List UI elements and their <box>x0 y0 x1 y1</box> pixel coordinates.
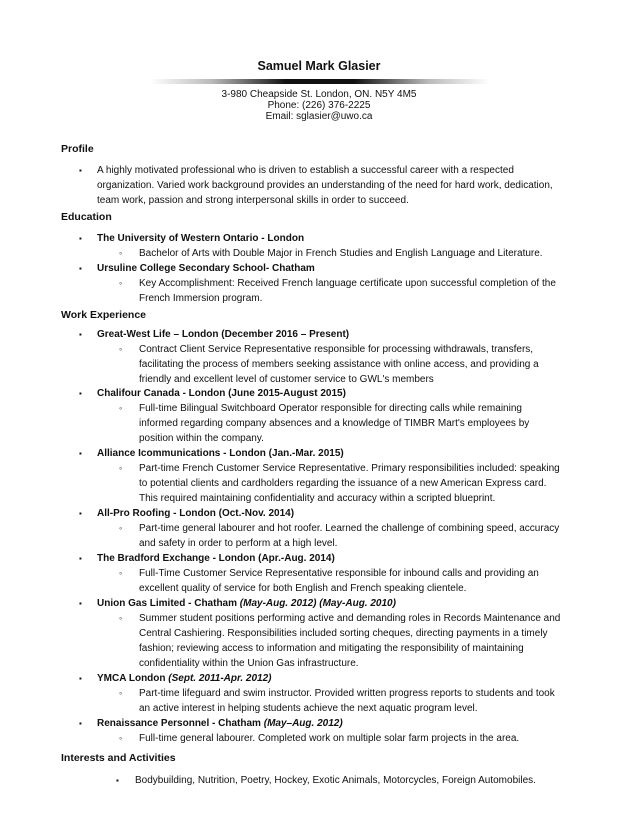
interests-heading: Interests and Activities <box>61 752 176 764</box>
bullet-square: ▪ <box>79 449 82 458</box>
job-title <box>97 716 343 731</box>
profile-line: team work, passion and strong interpersonal skills in order to succeed. <box>97 195 409 206</box>
job-line: and safety in order to perform at a high level. <box>139 538 338 549</box>
education-title: The University of Western Ontario - London <box>97 233 305 244</box>
education-line: French Immersion program. <box>139 293 263 304</box>
bullet-square: ▪ <box>79 330 82 339</box>
bullet-square: ▪ <box>79 674 82 683</box>
job-title: Chalifour Canada - London (June 2015-August 2015) <box>97 388 346 399</box>
bullet-square: ▪ <box>79 554 82 563</box>
header-rule <box>150 79 490 84</box>
job-line: Summer student positions performing active and demanding roles in Records Maintenance and <box>139 613 561 624</box>
address-line: 3-980 Cheapside St. London, ON. N5Y 4M5 <box>221 89 417 100</box>
job-line: This required maintaining confidentiality and accuracy within a scripted blueprint. <box>139 493 496 504</box>
job-title: The Bradford Exchange - London (Apr.-Aug. 2014) <box>97 553 335 564</box>
bullet-circle: ◦ <box>119 688 123 698</box>
job-title: Alliance Icommunications - London (Jan.-Mar. 2015) <box>97 448 344 459</box>
phone-line: Phone: (226) 376-2225 <box>267 100 371 111</box>
job-line: informed regarding company absences and a knowledge of TIMBR Mart's employees by <box>139 418 530 429</box>
job-line: Full-Time Customer Service Representative responsible for inbound calls and providing an <box>139 568 539 579</box>
profile-heading: Profile <box>61 143 94 155</box>
education-line: Key Accomplishment: Received French language certificate upon successful completion of the <box>139 278 556 289</box>
job-employer: Renaissance Personnel - Chatham <box>97 718 264 729</box>
work-heading: Work Experience <box>61 309 147 321</box>
bullet-square: ▪ <box>79 234 82 243</box>
job-line: facilitating the process of members seeking assistance with online access, and providing a <box>139 359 539 370</box>
job-dates: (May-Aug. 2012) (May-Aug. 2010) <box>239 598 396 609</box>
bullet-square: ▪ <box>79 599 82 608</box>
education-title: Ursuline College Secondary School- Chatham <box>97 263 315 274</box>
bullet-circle: ◦ <box>119 613 123 623</box>
job-employer: Union Gas Limited - Chatham <box>97 598 240 609</box>
bullet-circle: ◦ <box>119 523 123 533</box>
profile-line: A highly motivated professional who is driven to establish a successful career with a respected <box>97 165 514 176</box>
job-dates: (May–Aug. 2012) <box>263 718 343 729</box>
bullet-square: ▪ <box>79 389 82 398</box>
bullet-circle: ◦ <box>119 463 123 473</box>
bullet-circle: ◦ <box>119 733 123 743</box>
job-dates: (Sept. 2011-Apr. 2012) <box>168 673 272 684</box>
job-line: friendly and excellent level of customer service to GWL's members <box>139 374 434 385</box>
job-employer: YMCA London <box>97 673 169 684</box>
interests-line: Bodybuilding, Nutrition, Poetry, Hockey, Exotic Animals, Motorcycles, Foreign Automobiles. <box>135 775 536 786</box>
job-line: confidentiality within the Union Gas infrastructure. <box>139 658 359 669</box>
job-line: excellent quality of service for both English and French speaking clientele. <box>139 583 467 594</box>
job-title <box>97 596 396 611</box>
bullet-square: ▪ <box>79 719 82 728</box>
bullet-circle: ◦ <box>119 248 123 258</box>
bullet-circle: ◦ <box>119 344 123 354</box>
job-line: Part-time lifeguard and swim instructor. Provided written progress reports to students and took <box>139 688 555 699</box>
email-line: Email: sglasier@uwo.ca <box>265 111 373 122</box>
bullet-circle: ◦ <box>119 278 123 288</box>
education-line: Bachelor of Arts with Double Major in French Studies and English Language and Literature. <box>139 248 543 259</box>
job-title: Great-West Life – London (December 2016 – Present) <box>97 329 350 340</box>
profile-line: organization. Varied work background provides an understanding of the need for hard work, dedication, <box>97 180 553 191</box>
education-heading: Education <box>61 211 112 223</box>
job-line: an active interest in helping students achieve the next aquatic program level. <box>139 703 478 714</box>
job-line: position within the company. <box>139 433 264 444</box>
bullet-circle: ◦ <box>119 568 123 578</box>
bullet-square: ▪ <box>79 264 82 273</box>
job-line: Part-time French Customer Service Representative. Primary responsibilities included: speaking <box>139 463 560 474</box>
job-line: Full-time Bilingual Switchboard Operator responsible for directing calls while remaining <box>139 403 522 414</box>
bullet-circle: ◦ <box>119 403 123 413</box>
bullet-square: ▪ <box>79 166 82 175</box>
job-line: Part-time general labourer and hot roofer. Learned the challenge of combining speed, accuracy <box>139 523 560 534</box>
job-title: All-Pro Roofing - London (Oct.-Nov. 2014) <box>97 508 295 519</box>
job-line: to potential clients and cardholders regarding the issuance of a new American Express card. <box>139 478 547 489</box>
job-title <box>97 671 271 686</box>
bullet-square: ▪ <box>79 509 82 518</box>
job-line: fashion; reviewing access to information and mitigating the responsibility of maintaining <box>139 643 524 654</box>
job-line: Central Cashiering. Responsibilities included sorting cheques, directing payments in a timely <box>139 628 548 639</box>
job-line: Full-time general labourer. Completed work on multiple solar farm projects in the area. <box>139 733 520 744</box>
job-line: Contract Client Service Representative responsible for processing withdrawals, transfers, <box>139 344 534 355</box>
candidate-name: Samuel Mark Glasier <box>257 59 381 73</box>
bullet-square: ▪ <box>116 776 119 785</box>
